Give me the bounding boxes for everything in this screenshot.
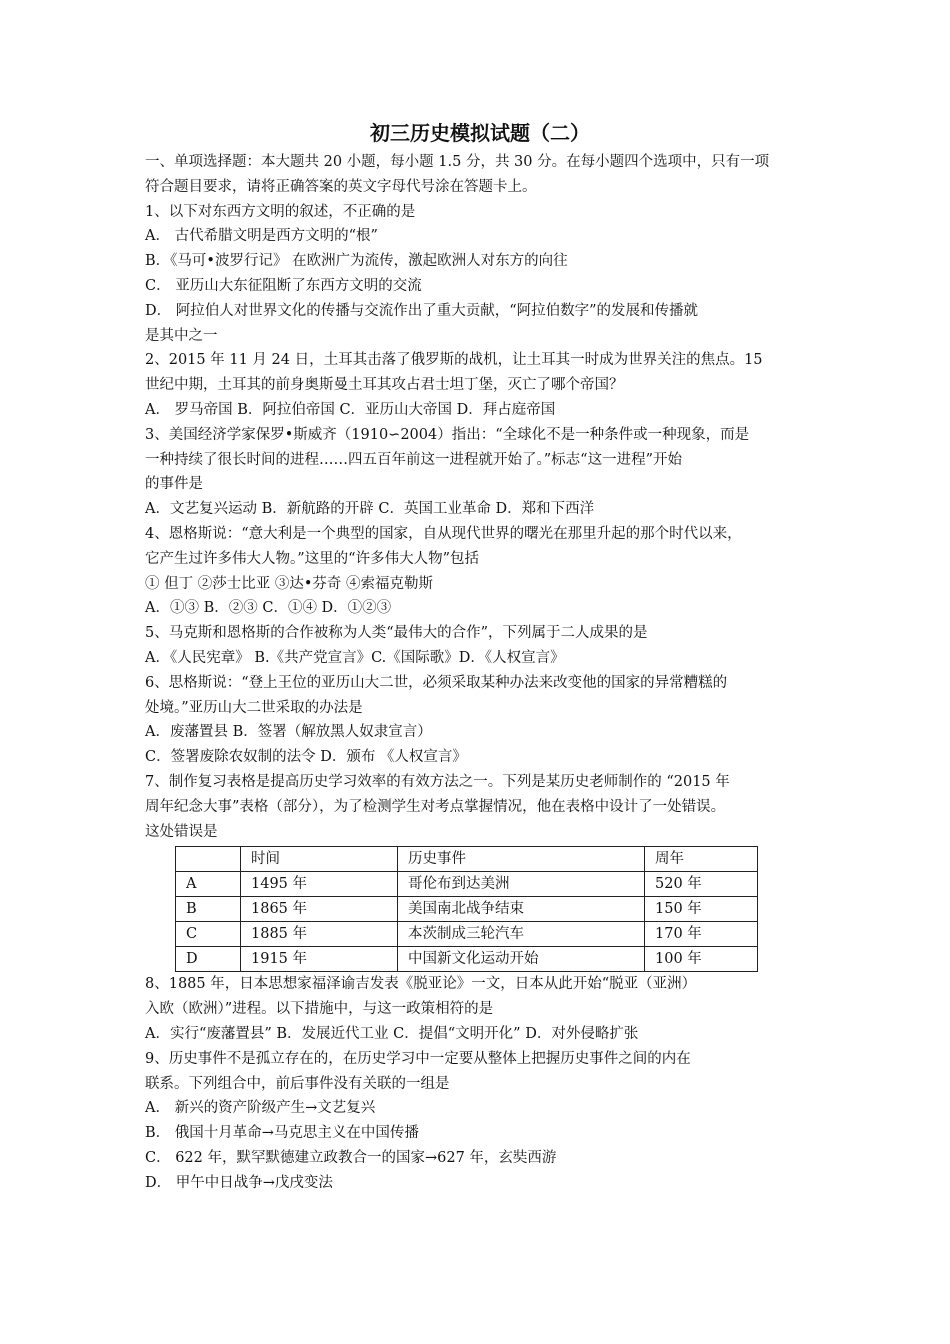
table-row [176,922,758,947]
table-cell: 520 年 [645,872,758,897]
question-stem: 这处错误是 [145,823,218,840]
options-row: A．废藩置县 B．签署（解放黑人奴隶宣言） [145,724,432,741]
question-stem: 1、以下对东西方文明的叙述，不正确的是 [145,203,416,220]
table-cell: 本茨制成三轮汽车 [398,922,645,947]
option-d: D． 甲午中日战争→戊戌变法 [145,1174,333,1191]
page-title: 初三历史模拟试题（二） [370,121,590,145]
table-cell: 150 年 [645,897,758,922]
anniversary-table [175,846,758,972]
question-stem: 8、1885 年，日本思想家福泽谕吉发表《脱亚论》一文，日本从此开始“脱亚（亚洲） [145,976,697,993]
table-cell: C [176,922,241,947]
question-8 [145,972,815,1046]
table-cell: 100 年 [645,947,758,972]
table-row [176,897,758,922]
table-cell: B [176,897,241,922]
question-stem: 2、2015 年 11 月 24 日，土耳其击落了俄罗斯的战机，让土耳其一时成为世界关注的焦点。15 [145,352,763,369]
options-row: C．签署废除农奴制的法令 D．颁布 《人权宣言》 [145,749,467,766]
question-stem: 周年纪念大事”表格（部分），为了检测学生对考点掌握情况，他在表格中设计了一处错误。 [145,798,726,815]
table-cell: 170 年 [645,922,758,947]
table-cell: D [176,947,241,972]
table-header-cell [176,847,241,872]
instruction-line: 符合题目要求，请将正确答案的英文字母代号涂在答题卡上。 [145,178,537,195]
table-header-row [176,847,758,872]
section-instructions [145,150,815,200]
table-cell: 1865 年 [241,897,398,922]
question-stem: 4、恩格斯说：“意大利是一个典型的国家，自从现代世界的曙光在那里升起的那个时代以来， [145,525,742,542]
question-7 [145,770,815,972]
question-stem: 处境。”亚历山大二世采取的办法是 [145,699,363,716]
question-2 [145,348,815,422]
question-stem: 入欧（欧洲）”进程。以下措施中，与这一政策相符的是 [145,1001,494,1018]
table-row [176,947,758,972]
option-d-continued: 是其中之一 [145,327,218,344]
options-row: A．文艺复兴运动 B．新航路的开辟 C．英国工业革命 D．郑和下西洋 [145,501,595,518]
option-b: B．《马可•波罗行记》 在欧洲广为流传，激起欧洲人对东方的向往 [145,253,568,270]
question-stem: 的事件是 [145,476,203,493]
question-stem: 一种持续了很长时间的进程……四五百年前这一进程就开始了。”标志“这一进程”开始 [145,451,682,468]
question-stem: 联系。下列组合中，前后事件没有关联的一组是 [145,1075,450,1092]
question-5 [145,621,815,671]
question-stem: 6、思格斯说：“登上王位的亚历山大二世，必须采取某种办法来改变他的国家的异常糟糕的 [145,674,728,691]
question-9 [145,1047,815,1196]
table-cell: 1885 年 [241,922,398,947]
option-d: D． 阿拉伯人对世界文化的传播与交流作出了重大贡献，“阿拉伯数字”的发展和传播就 [145,302,699,319]
table-cell: 1495 年 [241,872,398,897]
table-header-cell: 时间 [241,847,398,872]
options-row: A．①③ B．②③ C．①④ D．①②③ [145,600,392,617]
table-cell: 美国南北战争结束 [398,897,645,922]
instruction-line: 一、单项选择题：本大题共 20 小题，每小题 1.5 分，共 30 分。在每小题四个选项中，只有一项 [145,154,770,170]
question-stem: 5、马克斯和恩格斯的合作被称为人类“最伟大的合作”，下列属于二人成果的是 [145,625,648,642]
question-4 [145,522,815,621]
table-cell: 中国新文化运动开始 [398,947,645,972]
exam-page [145,118,815,1195]
table-row [176,872,758,897]
option-a: A． 新兴的资产阶级产生→文艺复兴 [145,1100,376,1117]
question-stem: 7、制作复习表格是提高历史学习效率的有效方法之一。下列是某历史老师制作的 “2015 年 [145,773,730,790]
table-header-cell: 历史事件 [398,847,645,872]
option-c: C． 亚历山大东征阻断了东西方文明的交流 [145,277,422,294]
option-b: B． 俄国十月革命→马克思主义在中国传播 [145,1125,419,1142]
table-cell: 哥伦布到达美洲 [398,872,645,897]
question-stem: 世纪中期，土耳其的前身奥斯曼土耳其攻占君士坦丁堡，灭亡了哪个帝国？ [145,377,624,394]
options-row: A．实行“废藩置县” B．发展近代工业 C．提倡“文明开化” D．对外侵略扩张 [145,1025,639,1042]
option-c: C． 622 年，默罕默德建立政教合一的国家→627 年，玄奘西游 [145,1149,557,1166]
question-stem: 3、美国经济学家保罗•斯威齐（1910∽2004）指出：“全球化不是一种条件或一种现象，而是 [145,426,750,443]
question-stem: 它产生过许多伟大人物。”这里的“许多伟大人物”包括 [145,550,479,567]
question-stem: 9、历史事件不是孤立存在的，在历史学习中一定要从整体上把握历史事件之间的内在 [145,1050,691,1067]
question-1 [145,200,815,349]
question-3 [145,423,815,522]
options-row: A． 罗马帝国 B．阿拉伯帝国 C．亚历山大帝国 D．拜占庭帝国 [145,401,556,418]
question-6 [145,671,815,770]
table-cell: A [176,872,241,897]
option-a: A． 古代希腊文明是西方文明的“根” [145,228,378,245]
items-row: ① 但丁 ②莎士比亚 ③达•芬奇 ④索福克勒斯 [145,575,433,592]
table-header-cell: 周年 [645,847,758,872]
table-cell: 1915 年 [241,947,398,972]
options-row: A．《人民宪章》 B.《共产党宣言》C.《国际歌》D．《人权宣言》 [145,649,565,666]
